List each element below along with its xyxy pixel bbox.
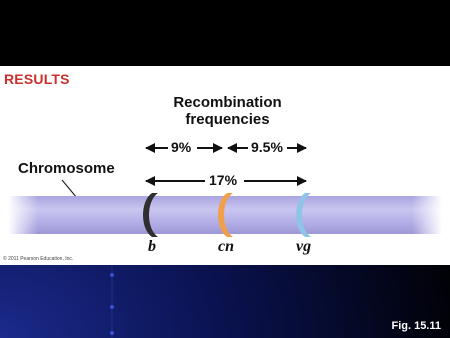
gene-label-b: b (148, 238, 156, 255)
frequency-label-9: 9% (171, 139, 192, 155)
figure-label: Fig. 15.11 (391, 320, 441, 332)
top-black-bar (0, 0, 450, 66)
frequency-label-17: 17% (209, 172, 238, 188)
chromosome-fade-right (412, 196, 442, 234)
frequency-label-9-5: 9.5% (251, 139, 283, 155)
copyright-notice: © 2011 Pearson Education, Inc. (3, 256, 74, 262)
chromosome-diagram (0, 66, 450, 265)
title-text: Recombination frequencies (173, 94, 282, 128)
gene-label-cn: cn (218, 238, 234, 255)
background-decoration (0, 265, 450, 338)
gene-label-vg: vg (296, 238, 312, 255)
chromosome-label: Chromosome (18, 160, 115, 177)
results-panel (0, 66, 450, 265)
chromosome-fade-left (8, 196, 38, 234)
results-heading: RESULTS (4, 71, 70, 87)
